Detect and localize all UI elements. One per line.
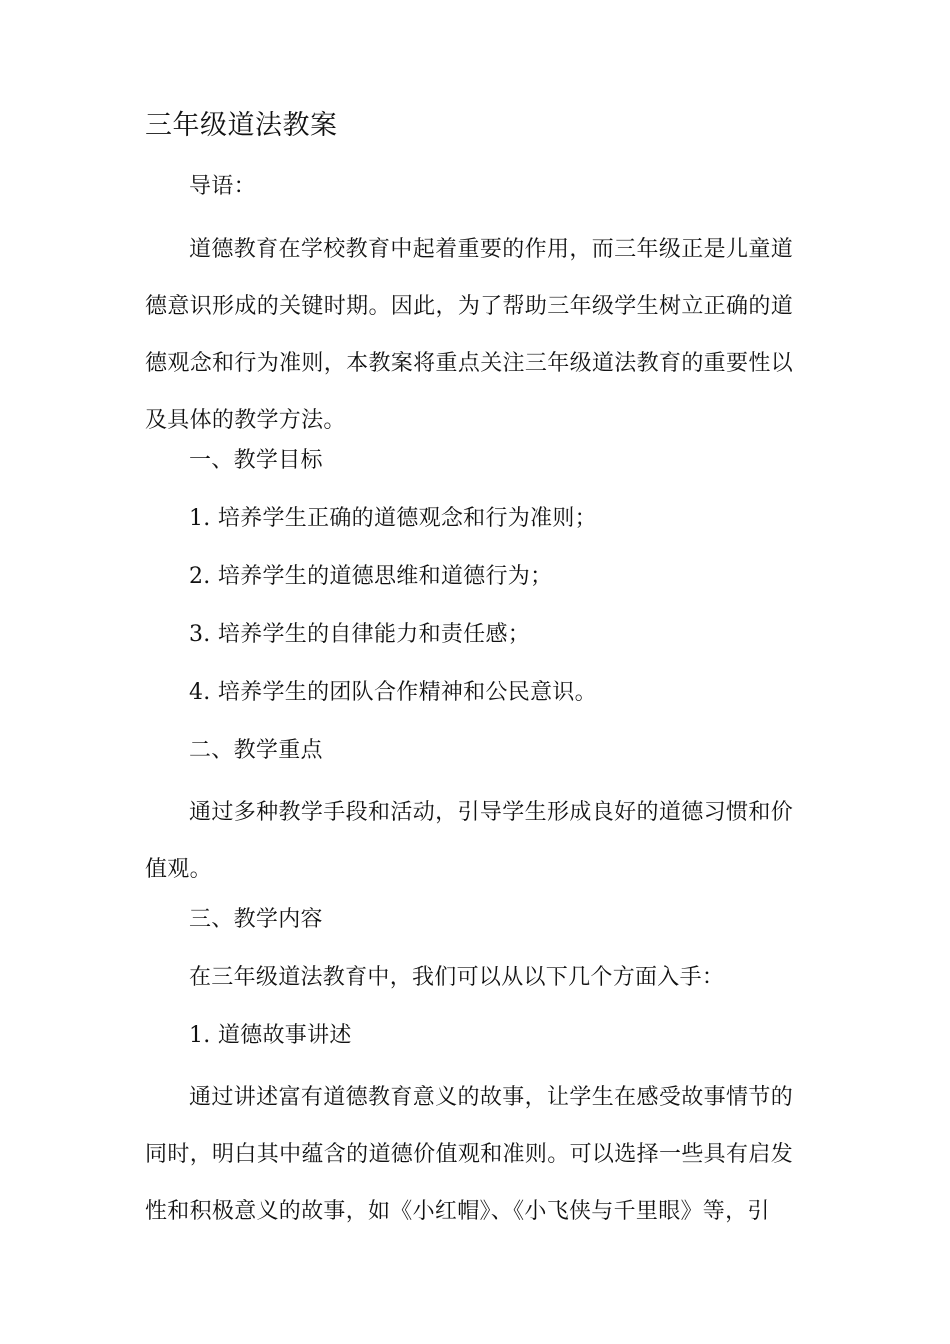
objective-item-2: 2. 培养学生的道德思维和道德行为；	[189, 564, 553, 589]
section3-subheading: 1. 道德故事讲述	[189, 1023, 352, 1048]
intro-label: 导语：	[189, 174, 256, 199]
section2-paragraph: 通过多种教学手段和活动，引导学生形成良好的道德习惯和价值观。	[145, 800, 793, 882]
objective-item-1: 1. 培养学生正确的道德观念和行为准则；	[189, 506, 597, 531]
objective-item-4: 4. 培养学生的团队合作精神和公民意识。	[189, 680, 597, 705]
section3-heading: 三、教学内容	[189, 907, 323, 932]
section2-heading: 二、教学重点	[189, 738, 323, 763]
section3-intro: 在三年级道法教育中，我们可以从以下几个方面入手：	[189, 965, 725, 990]
document-title: 三年级道法教案	[145, 110, 338, 141]
intro-paragraph: 道德教育在学校教育中起着重要的作用，而三年级正是儿童道德意识形成的关键时期。因此，为了帮助三年级学生树立正确的道德观念和行为准则，本教案将重点关注三年级道法教育的重要性以及具体的教学方法。	[145, 237, 793, 433]
objective-item-3: 3. 培养学生的自律能力和责任感；	[189, 622, 531, 647]
section1-heading: 一、教学目标	[189, 448, 323, 473]
section3-paragraph: 通过讲述富有道德教育意义的故事，让学生在感受故事情节的同时，明白其中蕴含的道德价值观和准则。可以选择一些具有启发性和积极意义的故事，如《小红帽》、《小飞侠与千里眼》等，引	[145, 1085, 793, 1224]
